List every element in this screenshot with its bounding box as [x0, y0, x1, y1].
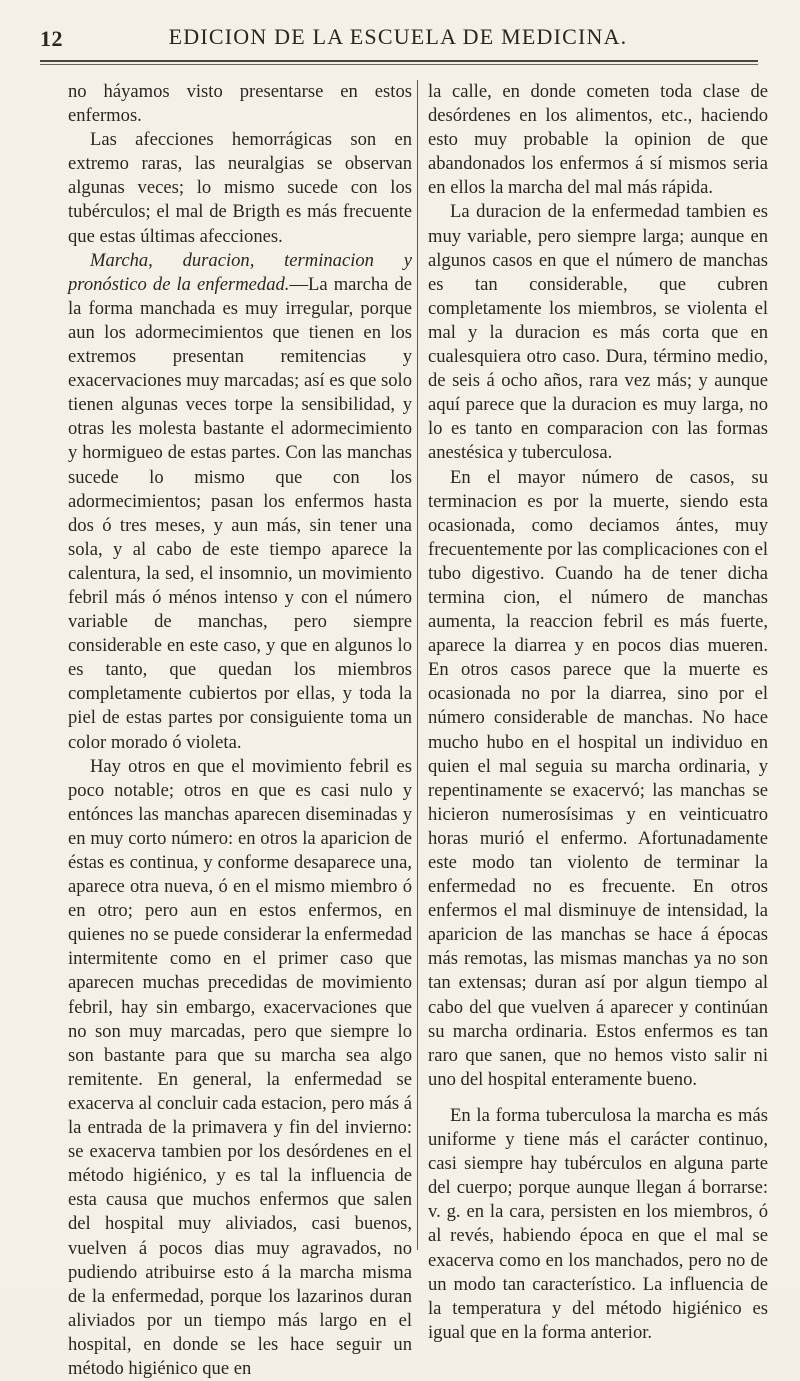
- page-header: [40, 20, 756, 60]
- paragraph-tuberculous-form: En la forma tuberculosa la marcha es más uniforme y tiene más el carácter continuo, casi siempre hay tubérculos en alguna parte del cuerpo; porque aunque llegan á borrarse: v. g. en la cara, persisten en los miembros, ó al revés, habiendo época en que el mal se exacerva como en los manchados, pero no de un modo tan característico. La influencia de la temperatura y del método higiénico es igual que en la forma anterior.: [428, 1104, 768, 1343]
- paragraph-hemorrhagic-affections: Las afecciones hemorrágicas son en extremo raras, las neuralgias se observan algunas veces; lo mismo sucede con los tubérculos; el mal de Brigth es más frecuente que estas últimas afecciones.: [68, 129, 412, 247]
- left-column: [68, 80, 412, 1381]
- header-rule-thin: [40, 64, 758, 65]
- paragraph-continuation: no háyamos visto presentarse en estos enfermos.: [68, 81, 412, 127]
- paragraph-continuation-right: la calle, en donde cometen toda clase de desórdenes en los alimentos, etc., haciendo esto muy probable la opinion de que abandonados los enfermos á sí mismos seria en ellos la marcha del mal más rápida.: [428, 81, 768, 199]
- section-heading-course: Marcha, duracion, terminacion y pronóstico de la enfermedad.: [68, 249, 412, 295]
- running-head: EDICION DE LA ESCUELA DE MEDICINA.: [168, 24, 628, 49]
- section-body-course: —La marcha de la forma manchada es muy irregular, porque aun los adormecimientos que tienen en los extremos presentan remitencias y exacervaciones muy marcadas; así es que solo tienen algunas veces torpe la sensibilidad, y otras les molesta bastante el adormecimiento y hormigueo de estas partes. Con las manchas sucede lo mismo que con los adormecimientos; pasan los enfermos hasta dos ó tres meses, y aun más, sin tener una sola, y al cabo de este tiempo aparece la calentura, la sed, el insomnio, un movimiento febril más ó ménos intenso y con el número variable de manchas, pero siempre considerable en este caso, y que en algunos lo es tanto, que quedan los miembros completamente cubiertos por ellas, y toda la piel de estas partes por consiguiente toma un color morado ó violeta.: [68, 273, 412, 753]
- header-rule-thick: [40, 60, 758, 62]
- paragraph-febrile-movement: Hay otros en que el movimiento febril es poco notable; otros en que es casi nulo y entónces las manchas aparecen diseminadas y en muy corto número: en otros la aparicion de éstas es continua, y conforme desaparece una, aparece otra nueva, ó en el mismo miembro ó en otro; pero aun en estos enfermos, en quienes no se puede considerar la enfermedad intermitente como en el primer caso que aparecen muchas precedidas de movimiento febril, hay sin embargo, exacervaciones que no son muy marcadas, pero que siempre lo son bastante para que su marcha sea algo remitente. En general, la enfermedad se exacerva al concluir cada estacion, pero más á la entrada de la primavera y fin del invierno: se exacerva tambien por los desórdenes en el método higiénico, y es tal la influencia de esta causa que muchos enfermos que salen del hospital muy aliviados, casi buenos, vuelven á pocos dias muy agravados, no pudiendo atribuirse esto á la marcha misma de la enfermedad, porque los lazarinos duran aliviados por un tiempo más largo en el hospital, en donde se les hace seguir un método higiénico que en: [68, 755, 412, 1379]
- paragraph-duration: La duracion de la enfermedad tambien es muy variable, pero siempre larga; aunque en algunos casos en que el número de manchas es tan considerable, que cubren completamente los miembros, se violenta el mal y la duracion es más corta que en cualesquiera otro caso. Dura, término medio, de seis á ocho años, rara vez más; y aunque aquí parece que la duracion es muy larga, no lo es tanto en comparacion con las formas anestésica y tuberculosa.: [428, 201, 768, 464]
- column-divider: [417, 80, 418, 1250]
- page-number: 12: [40, 26, 63, 51]
- paragraph-termination: En el mayor número de casos, su terminacion es por la muerte, siendo esta ocasionada, como deciamos ántes, muy frecuentemente por las complicaciones con el tubo digestivo. Cuando ha de tener dicha termina cion, el número de manchas aumenta, la reaccion febril es más fuerte, aparece la diarrea y en pocos dias mueren. En otros casos parece que la muerte es ocasionada no por la diarrea, sino por el número considerable de manchas. No hace mucho hubo en el hospital un individuo en quien el mal seguia su marcha ordinaria, y repentinamente se exacervó; las manchas se hicieron numerosísimas y en veinticuatro horas murió el enfermo. Afortunadamente este modo tan violento de terminar la enfermedad no es frecuente. En otros enfermos el mal disminuye de intensidad, la aparicion de las manchas se hace á épocas más remotas, las mismas manchas ya no son tan extensas; duran así por algun tiempo al cabo del que vuelven á aparecer y continúan su marcha ordinaria. Estos enfermos es tan raro que sanen, que no hemos visto salir ni uno del hospital enteramente bueno.: [428, 466, 768, 1090]
- right-column: [428, 80, 768, 1345]
- paragraph-course-of-disease: [68, 249, 412, 755]
